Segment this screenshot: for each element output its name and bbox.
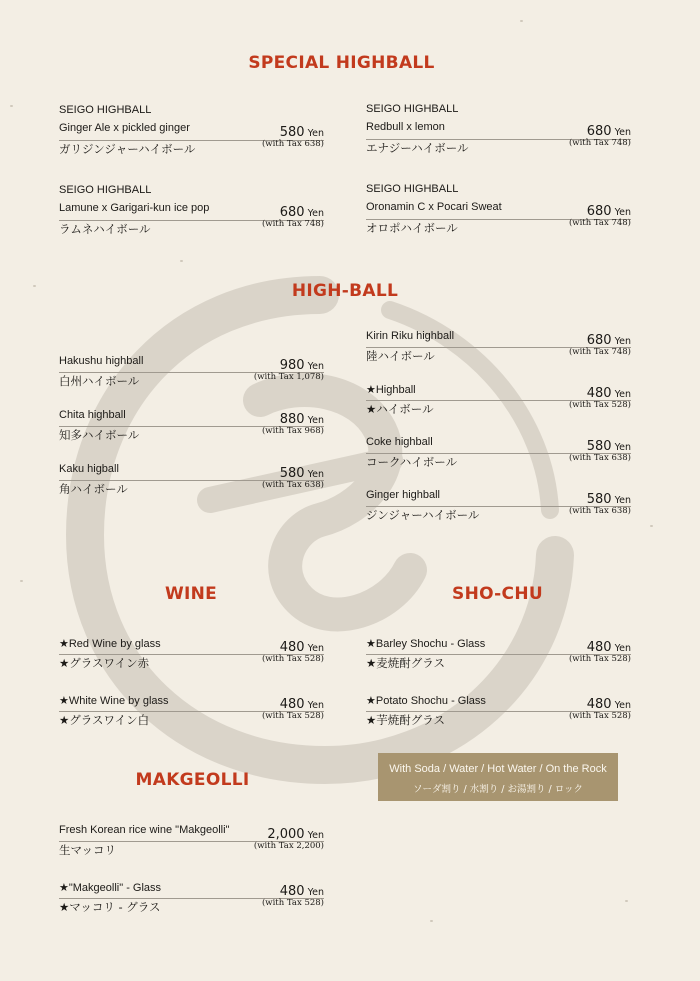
item-name-jp: ★グラスワイン赤 (59, 656, 150, 670)
menu-item (59, 881, 324, 929)
item-price: 680 Yen (586, 204, 631, 219)
section-title-special-highball: SPECIAL HIGHBALL (248, 53, 435, 73)
item-prefix: SEIGO HIGHBALL (366, 103, 459, 115)
item-name-en: Kaku higball (59, 463, 119, 475)
paper-speck (520, 20, 523, 22)
mixer-options-en: With Soda / Water / Hot Water / On the Rock (389, 763, 607, 775)
menu-item (366, 436, 631, 484)
item-price: 580 Yen (279, 125, 324, 140)
item-price: 680 Yen (279, 205, 324, 220)
paper-speck (33, 285, 36, 287)
section-title-makgeolli: MAKGEOLLI (135, 770, 250, 790)
menu-item (366, 383, 631, 431)
item-price: 480 Yen (586, 697, 631, 712)
item-name-jp: 陸ハイボール (366, 349, 435, 363)
item-price-with-tax: (with Tax 528) (261, 711, 324, 721)
item-name-jp: ガリジンジャーハイボール (59, 142, 196, 156)
item-price-with-tax: (with Tax 528) (261, 898, 324, 908)
item-name-en: ★Highball (366, 384, 416, 396)
item-price-with-tax: (with Tax 528) (568, 400, 631, 410)
item-name-jp: ★グラスワイン白 (59, 713, 150, 727)
item-price-with-tax: (with Tax 528) (568, 711, 631, 721)
item-prefix: SEIGO HIGHBALL (59, 184, 152, 196)
menu-item (59, 637, 324, 685)
menu-item (366, 694, 631, 742)
paper-speck (650, 525, 653, 527)
item-name-jp: 角ハイボール (59, 482, 128, 496)
item-price-with-tax: (with Tax 748) (261, 219, 324, 229)
menu-item (59, 355, 324, 403)
item-name-en: Chita highball (59, 409, 126, 421)
item-name-jp: オロポハイボール (366, 221, 458, 235)
paper-speck (180, 260, 183, 262)
item-price-with-tax: (with Tax 638) (568, 453, 631, 463)
item-name-en: ★White Wine by glass (59, 695, 169, 707)
item-name-jp: コークハイボール (366, 455, 458, 469)
item-price: 880 Yen (279, 412, 324, 427)
item-price-with-tax: (with Tax 528) (261, 654, 324, 664)
menu-item (59, 184, 324, 240)
mixer-options-jp: ソーダ割り / 水割り / お湯割り / ロック (412, 784, 584, 795)
item-price: 480 Yen (586, 640, 631, 655)
mixer-options-box (378, 753, 618, 801)
item-price-with-tax: (with Tax 748) (568, 347, 631, 357)
item-name-en: Coke highball (366, 436, 433, 448)
item-name-jp: 知多ハイボール (59, 428, 140, 442)
item-price-with-tax: (with Tax 638) (261, 139, 324, 149)
item-name-jp: ★ハイボール (366, 402, 434, 416)
item-price: 480 Yen (279, 640, 324, 655)
item-price-with-tax: (with Tax 968) (261, 426, 324, 436)
item-name-jp: ★麦焼酎グラス (366, 656, 445, 670)
menu-item (59, 104, 324, 160)
item-name-jp: ジンジャーハイボール (366, 508, 480, 522)
item-price: 580 Yen (279, 466, 324, 481)
item-name-en: Ginger Ale x pickled ginger (59, 122, 190, 134)
item-prefix: SEIGO HIGHBALL (366, 183, 459, 195)
paper-speck (10, 105, 13, 107)
section-title-shochu: SHO-CHU (452, 584, 543, 604)
item-name-en: ★Red Wine by glass (59, 638, 161, 650)
item-name-en: Kirin Riku highball (366, 330, 455, 342)
item-name-en: ★Potato Shochu - Glass (366, 695, 486, 707)
item-price: 680 Yen (586, 124, 631, 139)
item-price-with-tax: (with Tax 2,200) (253, 841, 324, 851)
item-price-with-tax: (with Tax 638) (261, 480, 324, 490)
paper-speck (430, 920, 433, 922)
menu-item (366, 330, 631, 378)
item-price: 2,000 Yen (267, 827, 324, 842)
item-name-jp: エナジーハイボール (366, 141, 469, 155)
item-name-en: ★"Makgeolli" - Glass (59, 882, 162, 894)
item-name-jp: ★マッコリ - グラス (59, 900, 161, 914)
item-name-en: Hakushu highball (59, 355, 144, 367)
item-name-en: Oronamin C x Pocari Sweat (366, 201, 502, 213)
item-name-en: Lamune x Garigari-kun ice pop (59, 202, 210, 214)
item-price: 580 Yen (586, 492, 631, 507)
item-name-en: Fresh Korean rice wine "Makgeolli" (59, 824, 230, 836)
menu-item (59, 824, 324, 872)
item-name-en: Redbull x lemon (366, 121, 445, 133)
item-price-with-tax: (with Tax 748) (568, 138, 631, 148)
menu-item (366, 183, 631, 239)
item-name-jp: 生マッコリ (59, 843, 117, 857)
item-price: 680 Yen (586, 333, 631, 348)
paper-speck (625, 900, 628, 902)
item-price: 980 Yen (279, 358, 324, 373)
menu-item (366, 637, 631, 685)
item-price-with-tax: (with Tax 1,078) (253, 372, 324, 382)
item-price: 480 Yen (279, 884, 324, 899)
menu-item (59, 463, 324, 511)
menu-item (366, 103, 631, 159)
item-price-with-tax: (with Tax 748) (568, 218, 631, 228)
item-name-jp: 白州ハイボール (59, 374, 140, 388)
menu-item (59, 409, 324, 457)
item-name-en: Ginger highball (366, 489, 440, 501)
item-name-jp: ★芋焼酎グラス (366, 713, 445, 727)
item-price: 480 Yen (279, 697, 324, 712)
item-price-with-tax: (with Tax 638) (568, 506, 631, 516)
item-name-jp: ラムネハイボール (59, 222, 151, 236)
item-name-en: ★Barley Shochu - Glass (366, 638, 486, 650)
item-price: 580 Yen (586, 439, 631, 454)
item-price: 480 Yen (586, 386, 631, 401)
item-price-with-tax: (with Tax 528) (568, 654, 631, 664)
paper-speck (20, 580, 23, 582)
item-prefix: SEIGO HIGHBALL (59, 104, 152, 116)
menu-item (366, 489, 631, 537)
menu-item (59, 694, 324, 742)
section-title-wine: WINE (164, 584, 218, 604)
section-title-highball: HIGH-BALL (291, 281, 399, 301)
